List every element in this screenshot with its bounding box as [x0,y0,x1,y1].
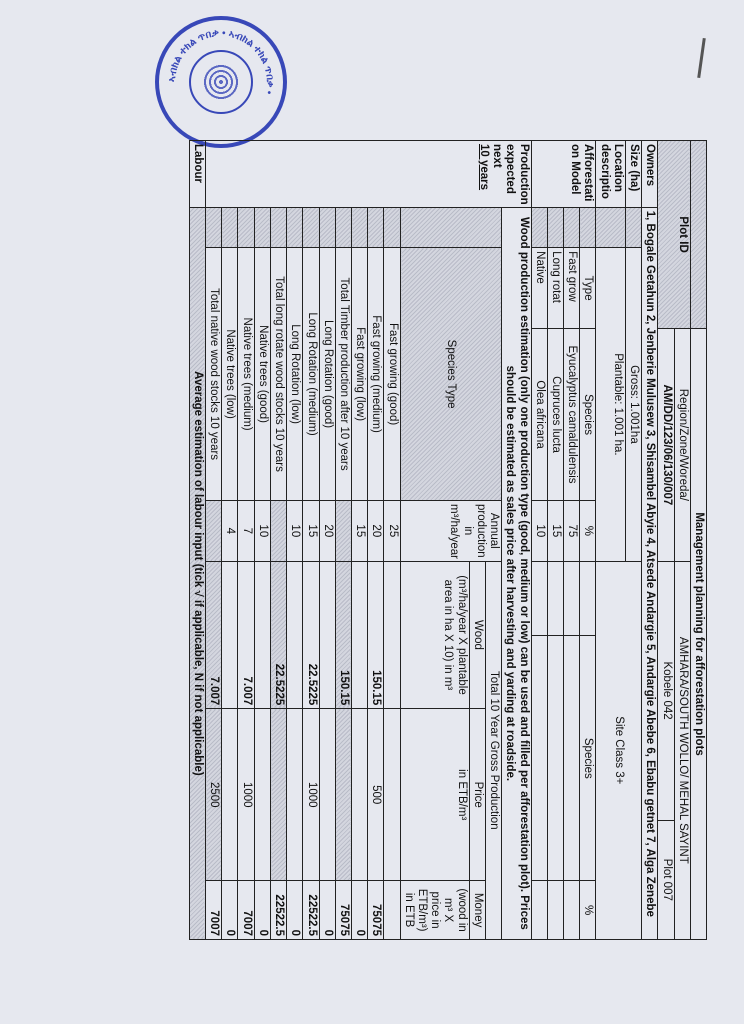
production-row [287,141,303,940]
svg-text:ኣብክል ተክል ጥበቃ • ኣብክል ተክል ጥበቃ •: ኣብክል ተክል ጥበቃ • ኣብክል ተክል ጥበቃ • [166,27,276,96]
model-species: Olea africana [531,329,547,501]
model-pct: 15 [547,500,563,561]
model-type: Fast grow [564,248,580,329]
money-header: Money [469,881,485,940]
price [351,709,367,881]
total-label: Total Timber production after 10 years [335,248,351,501]
price [222,709,238,881]
production-row [238,141,254,940]
money: 0 [222,881,238,940]
production-label: Production expected next 10 years [206,141,532,208]
annual-production: 20 [368,500,384,561]
species-type-header: Species Type [400,248,502,501]
wood-volume: 22.5225 [303,561,319,709]
model-type: Long rotat [547,248,563,329]
wood-volume [254,561,270,709]
wood-volume: 150.15 [335,561,351,709]
owners-value: 1, Bogale Getahun 2, Jenberie Mulusew 3, Shisambel Abyie 4, Atsede Andargie 5, Andargie Abebe 6, Ebabu getnet 7, Alga Zenebe [642,207,658,939]
production-row [319,141,335,940]
total-label: Total long rotate wood stocks 10 years [270,248,286,501]
price [287,709,303,881]
wood-volume [384,561,400,709]
price [319,709,335,881]
plan-title: Management planning for afforestation plots [690,329,706,940]
model-pct: 75 [564,500,580,561]
wood-subheader: (m³/ha/year X plantable area in ha X 10) in m³ [400,561,469,709]
model-pct: 10 [531,500,547,561]
species-type: Long Rotation (good) [319,248,335,501]
pct-header: % [580,500,596,561]
production-total-row [206,141,222,940]
price [384,709,400,881]
annual-production: 4 [222,500,238,561]
production-note: Wood production estimation (only one production type (good, medium or low) can be used and filled per afforestation plot). Prices should be estimated as sales price after harvesting and yarding at roadside. [502,207,531,939]
wood-volume: 150.15 [368,561,384,709]
money: 0 [254,881,270,940]
official-stamp [155,16,287,148]
species-type: Native trees (medium) [238,248,254,501]
size-label: Size (ha) [625,141,641,208]
money: 7007 [238,881,254,940]
size-plantable: Plantable: 1.001 ha. [596,248,625,561]
annual-production: 20 [319,500,335,561]
species-type: Long Rotation (medium) [303,248,319,501]
wood-volume: 7.007 [206,561,222,709]
production-total-row [335,141,351,940]
money: 0 [351,881,367,940]
price-subheader: in ETB/m³ [400,709,469,881]
production-row [303,141,319,940]
wood-header: Wood [469,561,485,709]
species-type: Long Rotation (low) [287,248,303,501]
owners-label: Owners [642,141,658,208]
wood-volume [319,561,335,709]
production-row [222,141,238,940]
total-label: Total native wood stocks 10 years [206,248,222,501]
kebele: Kobele 042 [658,561,674,820]
annual-production: 10 [254,500,270,561]
annual-production: 15 [303,500,319,561]
species-type: Fast growing (low) [351,248,367,501]
wood-volume [287,561,303,709]
pct-header-2: % [580,881,596,940]
site-class: Site Class 3+ [596,561,642,939]
price-header: Price [469,709,485,881]
price: 1000 [238,709,254,881]
price: 2500 [206,709,222,881]
production-row [254,141,270,940]
plot-id-label: Plot ID [658,141,690,329]
model-row [564,141,580,940]
money: 22522.5 [270,881,286,940]
wood-volume [351,561,367,709]
money: 75075 [368,881,384,940]
annual-production-header: Annual production in m³/ha/year [400,500,502,561]
species-type: Fast growing (good) [384,248,400,501]
money: 0 [319,881,335,940]
annual-production: 25 [384,500,400,561]
species-header-2: Species [580,636,596,881]
region-value: AMHARA/SOUTH WOLLO/ MEHAL SAYINT [674,561,690,939]
region-label: Region/Zone/Woreda/ [674,329,690,562]
total-production-header: Total 10 Year Gross Production [485,561,501,939]
plot-code: AM/DD/123/06/130/007 [658,329,674,562]
location-label: Location descriptio [596,141,625,208]
annual-production: 7 [238,500,254,561]
money [384,881,400,940]
labour-note: Average estimation of labour input (tick √ if applicable, N if not applicable) [189,207,205,939]
wood-volume: 7.007 [238,561,254,709]
production-total-row [270,141,286,940]
size-gross: Gross: 1.001ha [625,248,641,561]
money: 0 [287,881,303,940]
model-label: Afforestati on Model [531,141,596,208]
wood-volume [222,561,238,709]
pen-mark [697,38,706,78]
money: 22522.5 [303,881,319,940]
model-species: Cupruces lucta [547,329,563,501]
model-row [531,141,547,940]
production-row [384,141,400,940]
labour-label: Labour [189,141,205,208]
type-header: Type [580,248,596,329]
stamp-lettering [159,20,283,144]
species-type: Native trees (low) [222,248,238,501]
annual-production: 15 [351,500,367,561]
annual-production: 10 [287,500,303,561]
money: 75075 [335,881,351,940]
price: 1000 [303,709,319,881]
money-subheader: (wood in m³ X price in ETB/m³) in ETB [400,881,469,940]
model-row [547,141,563,940]
price [254,709,270,881]
species-header: Species [580,329,596,501]
production-row [368,141,384,940]
species-type: Fast growing (medium) [368,248,384,501]
price: 500 [368,709,384,881]
model-type: Native [531,248,547,329]
management-plan-table [75,140,707,940]
production-row [351,141,367,940]
money: 7007 [206,881,222,940]
wood-volume: 22.5225 [270,561,286,709]
model-species: Eyucalyptus camaldulensis [564,329,580,501]
plot-number: Plot 007 [658,820,674,939]
species-type: Native trees (good) [254,248,270,501]
